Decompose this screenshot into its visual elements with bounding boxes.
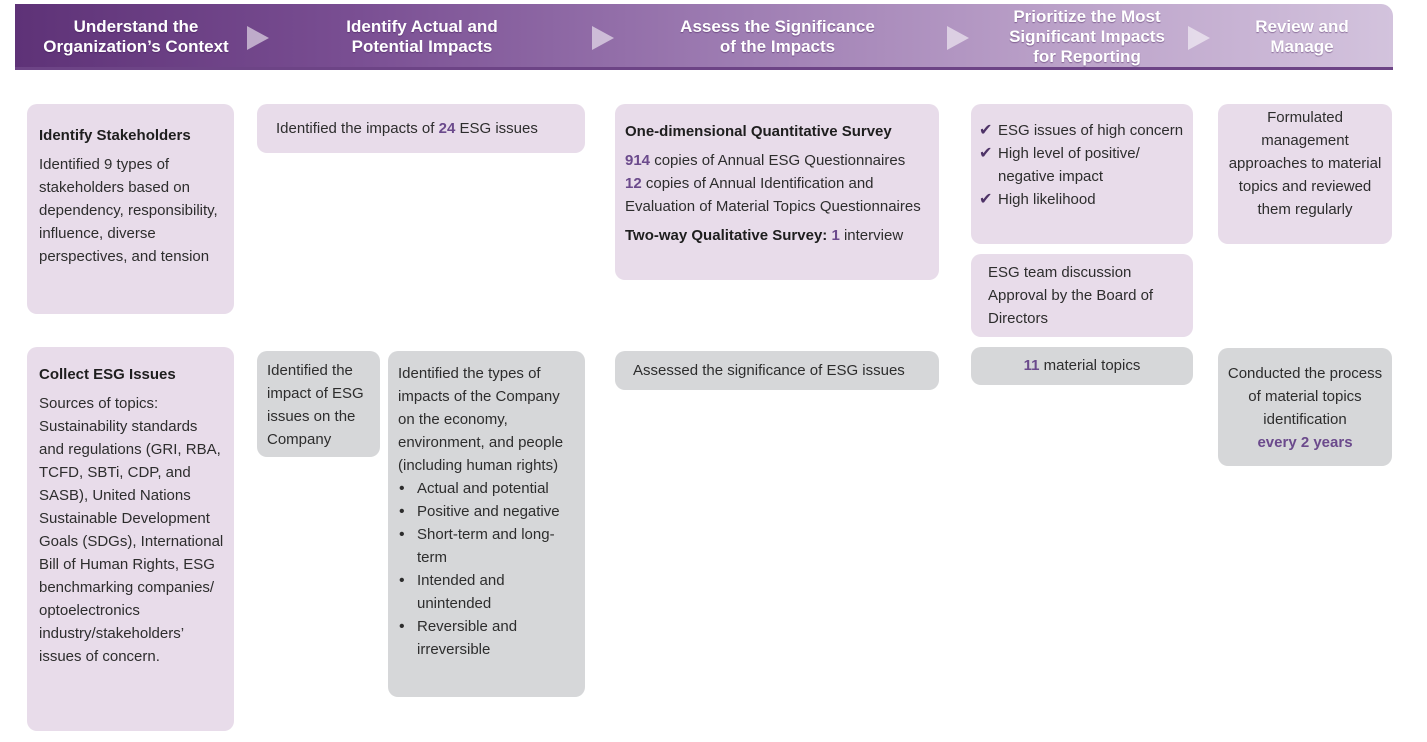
esg-team-discussion-box: ESG team discussion Approval by the Board of Directors <box>971 254 1193 337</box>
list-item: • Short-term and long-term <box>398 523 579 569</box>
impact-on-company-box: Identified the impact of ESG issues on the Company <box>257 351 380 457</box>
checkmark-icon: ✔ <box>979 191 993 208</box>
collect-esg-issues-title: Collect ESG Issues <box>39 366 176 383</box>
assessed-significance-box: Assessed the significance of ESG issues <box>615 351 939 390</box>
stage-prioritize-impacts: Prioritize the Most Significant Impacts for Reporting <box>1009 7 1165 66</box>
stage-assess-significance: Assess the Significance of the Impacts <box>680 17 875 56</box>
identified-impacts-count: 24 <box>438 120 456 137</box>
list-item: • Positive and negative <box>398 500 579 523</box>
process-frequency: every 2 years <box>1257 434 1353 451</box>
criteria-list <box>979 119 1187 211</box>
chevron-right-arrow-icon <box>1188 26 1210 50</box>
material-topics-count: 11 <box>1023 357 1040 374</box>
management-approaches-box: Formulated management approaches to material topics and reviewed them regularly <box>1218 104 1392 244</box>
chevron-right-arrow-icon <box>947 26 969 50</box>
list-item: ✔ High likelihood <box>979 188 1187 211</box>
impact-types-box <box>388 351 585 697</box>
chevron-right-arrow-icon <box>247 26 269 50</box>
list-item: ✔ ESG issues of high concern <box>979 119 1187 142</box>
list-item: • Reversible and irreversible <box>398 615 579 661</box>
checkmark-icon: ✔ <box>979 145 993 162</box>
identify-stakeholders-title: Identify Stakeholders <box>39 127 191 144</box>
identify-stakeholders-box <box>27 104 234 314</box>
stage-understand-context: Understand the Organization’s Context <box>43 17 229 56</box>
prioritization-criteria-box <box>971 104 1193 244</box>
identified-impacts-box: Identified the impacts of 24 ESG issues <box>257 104 585 153</box>
stage-identify-impacts: Identify Actual and Potential Impacts <box>346 17 498 56</box>
survey-box: One-dimensional Quantitative Survey 914 copies of Annual ESG Questionnaires 12 copies of Annual Identification and Evaluation of Material Topics Questionnaires Two-way Qualitative Survey: 1 interview <box>615 104 939 280</box>
impact-types-intro: Identified the types of impacts of the Company on the economy, environment, and people (including human rights) <box>398 365 564 474</box>
identification-process-box: Conducted the process of material topics identification every 2 years <box>1218 348 1392 466</box>
collect-esg-issues-box <box>27 347 234 731</box>
identify-stakeholders-body: Identified 9 types of stakeholders based on dependency, responsibility, influence, diverse perspectives, and tension <box>39 156 218 265</box>
list-item: • Actual and potential <box>398 477 579 500</box>
list-item: • Intended and unintended <box>398 569 579 615</box>
collect-esg-issues-body: Sources of topics: Sustainability standards and regulations (GRI, RBA, TCFD, SBTi, CDP, and SASB), United Nations Sustainable Development Goals (SDGs), International Bill of Human Rights, ESG benchmarking companies/ optoelectronics industry/stakeholders’ issues of concern. <box>39 395 224 665</box>
checkmark-icon: ✔ <box>979 122 993 139</box>
chevron-right-arrow-icon <box>592 26 614 50</box>
impact-types-list <box>398 477 579 661</box>
list-item: ✔ High level of positive/ negative impact <box>979 142 1187 188</box>
survey-title: One-dimensional Quantitative Survey <box>625 123 892 140</box>
process-banner <box>15 4 1393 70</box>
material-topics-box: 11 material topics <box>971 347 1193 385</box>
stage-review-manage: Review and Manage <box>1255 17 1349 56</box>
